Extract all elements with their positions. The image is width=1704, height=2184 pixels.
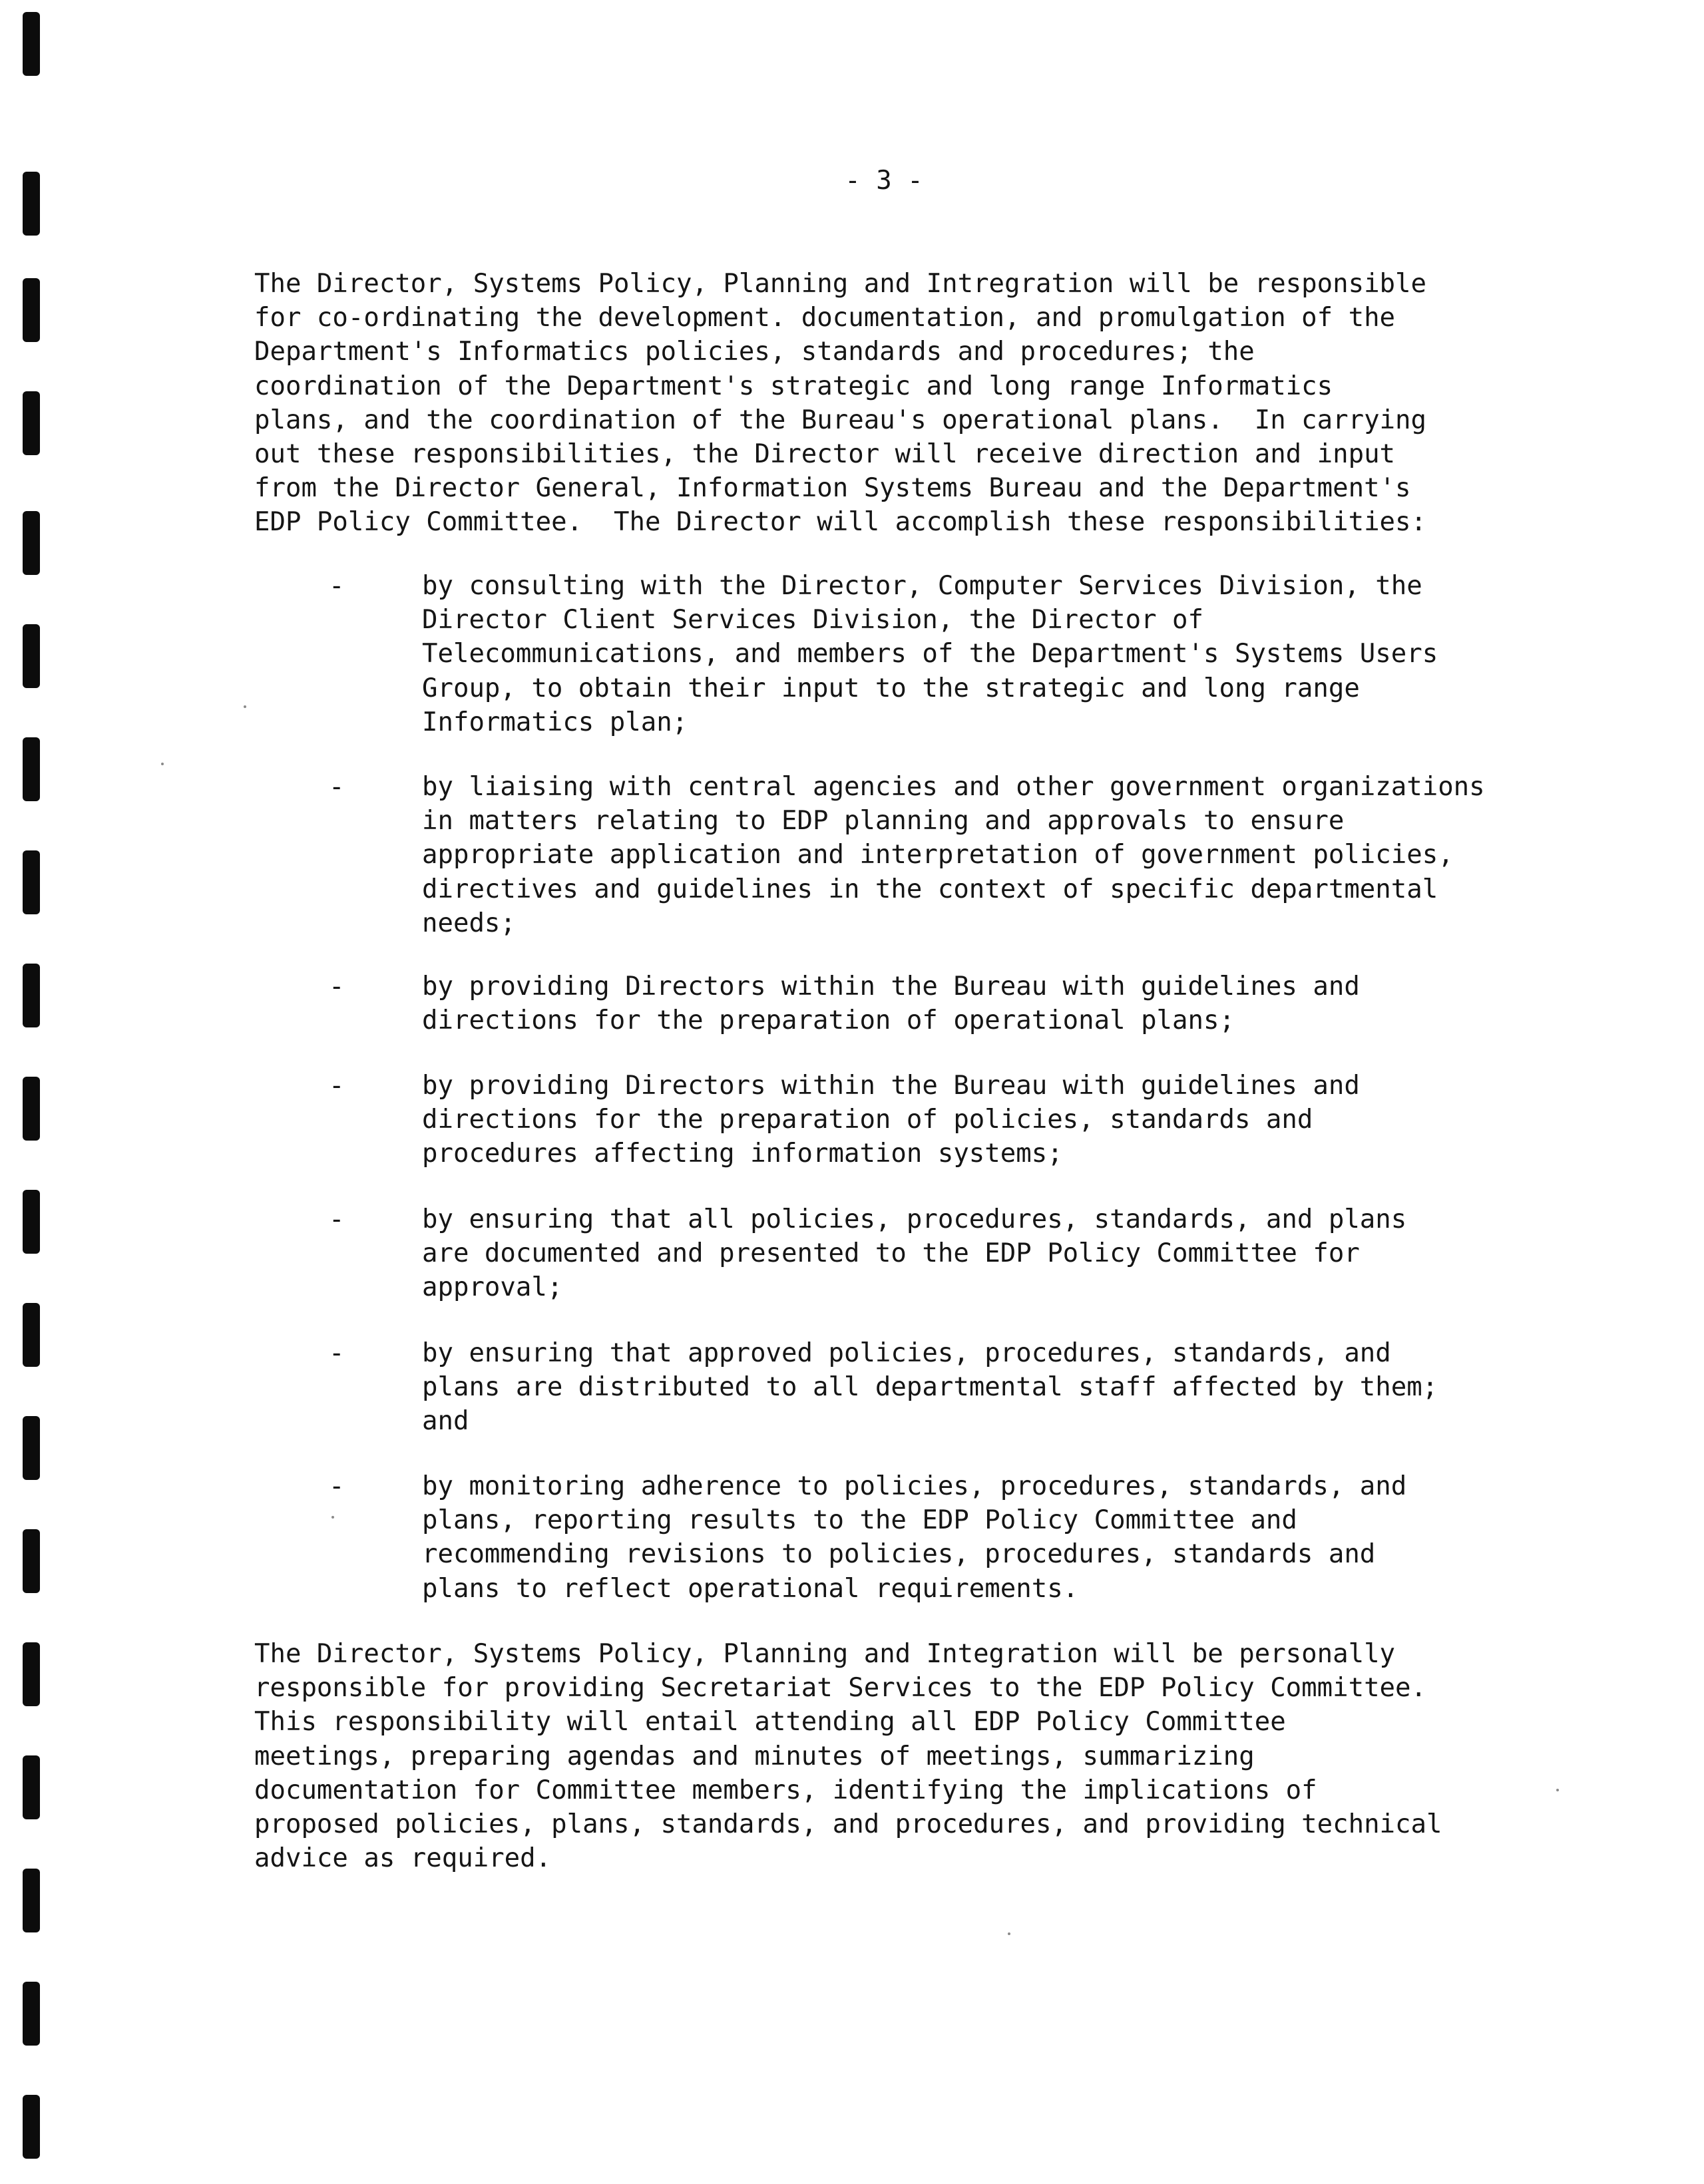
list-item-line: by providing Directors within the Bureau with guidelines and xyxy=(422,1071,1360,1101)
paragraph-line: coordination of the Department's strategic and long range Informatics xyxy=(254,371,1333,401)
list-dash: - xyxy=(329,772,345,802)
secretariat-paragraph xyxy=(254,1637,1442,1875)
list-item-line: in matters relating to EDP planning and approvals to ensure xyxy=(422,806,1345,836)
list-item-text xyxy=(422,770,1485,940)
paragraph-line: Department's Informatics policies, standards and procedures; the xyxy=(254,337,1255,367)
punch-hole xyxy=(23,1190,40,1254)
paragraph-line: from the Director General, Information Systems Bureau and the Department's xyxy=(254,473,1411,504)
punch-hole xyxy=(23,1077,40,1141)
paragraph-line: The Director, Systems Policy, Planning and Integration will be personally xyxy=(254,1639,1396,1669)
list-item-line: needs; xyxy=(422,908,516,938)
list-item-text xyxy=(422,1069,1360,1171)
list-item-line: Group, to obtain their input to the strategic and long range xyxy=(422,673,1360,703)
paragraph-line: The Director, Systems Policy, Planning and Intregration will be responsible xyxy=(254,269,1426,299)
list-item-line: recommending revisions to policies, procedures, standards and xyxy=(422,1539,1376,1570)
list-item-line: approval; xyxy=(422,1272,563,1303)
punch-hole xyxy=(23,964,40,1027)
scan-speck xyxy=(1008,1932,1010,1935)
scan-speck xyxy=(244,705,246,708)
punch-hole xyxy=(23,2095,40,2159)
list-item-line: appropriate application and interpretation of government policies, xyxy=(422,840,1454,870)
list-dash: - xyxy=(329,1471,345,1501)
punch-hole xyxy=(23,12,40,76)
list-dash: - xyxy=(329,1338,345,1368)
punch-hole xyxy=(23,391,40,455)
list-dash: - xyxy=(329,1204,345,1234)
list-dash: - xyxy=(329,571,345,601)
list-item-text xyxy=(422,569,1438,739)
list-item-line: plans are distributed to all departmental staff affected by them; xyxy=(422,1372,1438,1403)
paragraph-line: plans, and the coordination of the Bureau's operational plans. In carrying xyxy=(254,405,1426,435)
list-item-line: Director Client Services Division, the Director of xyxy=(422,605,1203,636)
list-item-line: and xyxy=(422,1406,469,1437)
paragraph-line: This responsibility will entail attending all EDP Policy Committee xyxy=(254,1707,1286,1737)
paragraph-line: out these responsibilities, the Director will receive direction and input xyxy=(254,439,1396,470)
list-item-line: plans, reporting results to the EDP Policy Committee and xyxy=(422,1505,1297,1536)
page-number: - 3 - xyxy=(845,166,923,196)
punch-hole xyxy=(23,1869,40,1932)
punch-hole xyxy=(23,511,40,575)
punch-hole xyxy=(23,278,40,342)
list-item-line: directives and guidelines in the context of specific departmental xyxy=(422,874,1438,904)
list-item-line: are documented and presented to the EDP Policy Committee for xyxy=(422,1238,1360,1269)
list-item-line: by providing Directors within the Bureau with guidelines and xyxy=(422,972,1360,1001)
list-item-text xyxy=(422,1202,1406,1305)
list-dash: - xyxy=(329,972,345,1001)
list-item-line: by consulting with the Director, Computer Services Division, the xyxy=(422,571,1422,601)
paragraph-line: EDP Policy Committee. The Director will accomplish these responsibilities: xyxy=(254,507,1426,538)
punch-hole xyxy=(23,1529,40,1593)
scan-speck xyxy=(161,763,164,765)
scan-speck xyxy=(331,1516,334,1519)
punch-hole xyxy=(23,624,40,688)
punch-hole xyxy=(23,1982,40,2046)
list-item-line: by ensuring that approved policies, procedures, standards, and xyxy=(422,1338,1391,1368)
list-item-text xyxy=(422,1336,1438,1439)
list-item-line: Telecommunications, and members of the Department's Systems Users xyxy=(422,639,1438,669)
punch-hole xyxy=(23,1416,40,1480)
list-item-line: by liaising with central agencies and other government organizations xyxy=(422,772,1485,802)
list-item-line: procedures affecting information systems; xyxy=(422,1139,1063,1169)
paragraph-line: documentation for Committee members, identifying the implications of xyxy=(254,1775,1317,1805)
list-item-line: directions for the preparation of policies, standards and xyxy=(422,1105,1313,1135)
punch-hole xyxy=(23,1303,40,1367)
punch-hole xyxy=(23,1755,40,1819)
list-item-line: directions for the preparation of operational plans; xyxy=(422,1005,1235,1036)
paragraph-line: proposed policies, plans, standards, and procedures, and providing technical xyxy=(254,1809,1442,1840)
list-item-line: Informatics plan; xyxy=(422,707,688,737)
paragraph-line: advice as required. xyxy=(254,1843,552,1874)
paragraph-line: meetings, preparing agendas and minutes of meetings, summarizing xyxy=(254,1741,1255,1771)
list-item-line: by monitoring adherence to policies, procedures, standards, and xyxy=(422,1471,1407,1501)
list-dash: - xyxy=(329,1071,345,1101)
list-item-text xyxy=(422,970,1360,1037)
punch-hole xyxy=(23,850,40,914)
paragraph-line: responsible for providing Secretariat Services to the EDP Policy Committee. xyxy=(254,1673,1426,1704)
list-item-line: plans to reflect operational requirements. xyxy=(422,1573,1079,1604)
list-item-text xyxy=(422,1469,1406,1606)
punch-hole xyxy=(23,1642,40,1706)
scan-speck xyxy=(1556,1789,1559,1791)
intro-paragraph xyxy=(254,267,1426,540)
list-item-line: by ensuring that all policies, procedures, standards, and plans xyxy=(422,1204,1407,1234)
punch-hole xyxy=(23,737,40,801)
paragraph-line: for co-ordinating the development. documentation, and promulgation of the xyxy=(254,303,1396,333)
